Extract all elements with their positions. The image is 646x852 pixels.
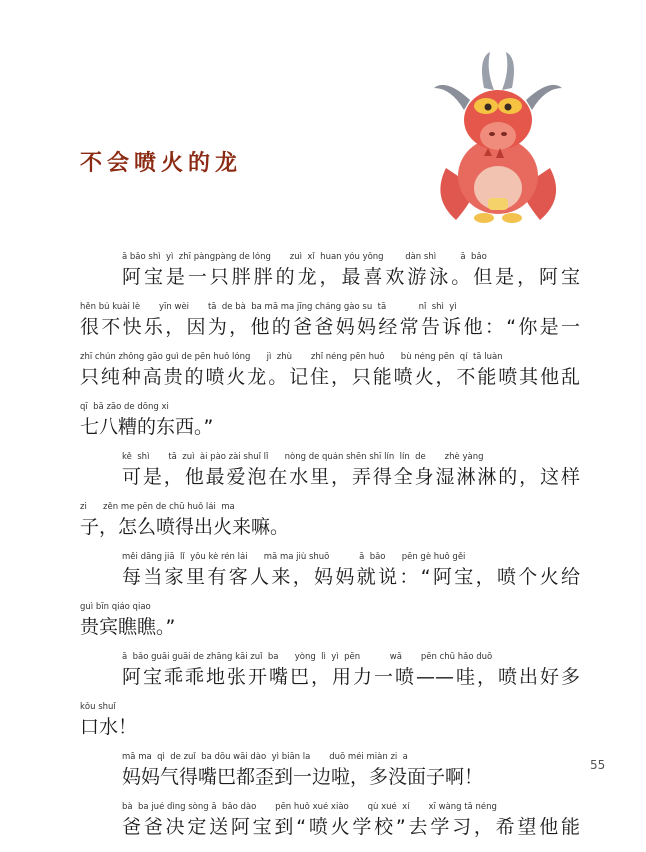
hanzi-row: 贵宾瞧瞧。” <box>80 616 176 638</box>
text-line <box>80 452 580 502</box>
page-title: 不会喷火的龙 <box>80 151 243 176</box>
hanzi-row: 七八糟的东西。” <box>80 416 214 438</box>
pinyin-row: bà ba jué dìng sòng ā bǎo dào pēn huǒ xué xiào qù xué xí xī wàng tā néng <box>122 802 497 812</box>
pinyin-row: guì bīn qiáo qiao <box>80 602 151 612</box>
pinyin-row: zi zěn me pēn de chū huǒ lái ma <box>80 502 235 512</box>
pinyin-row: ā bǎo guāi guāi de zhāng kāi zuǐ ba yòng lì yì pēn wā pēn chū hǎo duō <box>122 652 493 662</box>
hanzi-row: 子，怎么喷得出火来嘛。 <box>80 516 290 538</box>
hanzi-row: 口水！ <box>80 716 138 738</box>
hanzi-row: 爸爸决定送阿宝到“喷火学校”去学习，希望他能 <box>122 816 580 838</box>
hanzi-row: 阿宝是一只胖胖的龙，最喜欢游泳。但是，阿宝 <box>122 266 580 288</box>
red-dragon-icon <box>426 48 570 230</box>
text-line <box>80 602 580 652</box>
pinyin-row: zhī chún zhǒng gāo guì de pēn huǒ lóng jì zhù zhǐ néng pēn huǒ bù néng pēn qí tā luàn <box>80 352 503 362</box>
pinyin-row: mā ma qì de zuǐ ba dōu wāi dào yì biān la duō méi miàn zi a <box>122 752 408 762</box>
text-line <box>80 402 580 452</box>
pinyin-row: kě shì tā zuì ài pào zài shuǐ lǐ nòng de quán shēn shī lín lín de zhè yàng <box>122 452 484 462</box>
text-line <box>80 802 580 852</box>
hanzi-row: 只纯种高贵的喷火龙。记住，只能喷火，不能喷其他乱 <box>80 366 580 388</box>
text-line <box>80 352 580 402</box>
hanzi-row: 每当家里有客人来，妈妈就说：“阿宝，喷个火给 <box>122 566 580 588</box>
hanzi-row: 妈妈气得嘴巴都歪到一边啦，多没面子啊！ <box>122 766 484 788</box>
pinyin-row: kǒu shuǐ <box>80 702 116 712</box>
text-line <box>80 252 580 302</box>
pinyin-row: hěn bú kuài lè yīn wèi tā de bà ba mā ma jīng cháng gào su tā nǐ shì yì <box>80 302 457 312</box>
pinyin-row: měi dāng jiā lǐ yǒu kè rén lái mā ma jiù shuō ā bǎo pēn gè huǒ gěi <box>122 552 466 562</box>
text-line <box>80 302 580 352</box>
text-line <box>80 502 580 552</box>
text-line <box>80 752 580 802</box>
page-number: 55 <box>590 758 606 772</box>
hanzi-row: 可是，他最爱泡在水里，弄得全身湿淋淋的，这样 <box>122 466 580 488</box>
text-line <box>80 552 580 602</box>
pinyin-row: ā bǎo shì yì zhī pàngpàng de lóng zuì xǐ huan yóu yǒng dàn shì ā bǎo <box>122 252 487 262</box>
hanzi-row: 阿宝乖乖地张开嘴巴，用力一喷——哇，喷出好多 <box>122 666 580 688</box>
text-line <box>80 652 580 702</box>
story-text <box>80 252 580 852</box>
text-line <box>80 702 580 752</box>
pinyin-row: qī bā zāo de dōng xi <box>80 402 169 412</box>
hanzi-row: 很不快乐，因为，他的爸爸妈妈经常告诉他：“你是一 <box>80 316 580 338</box>
